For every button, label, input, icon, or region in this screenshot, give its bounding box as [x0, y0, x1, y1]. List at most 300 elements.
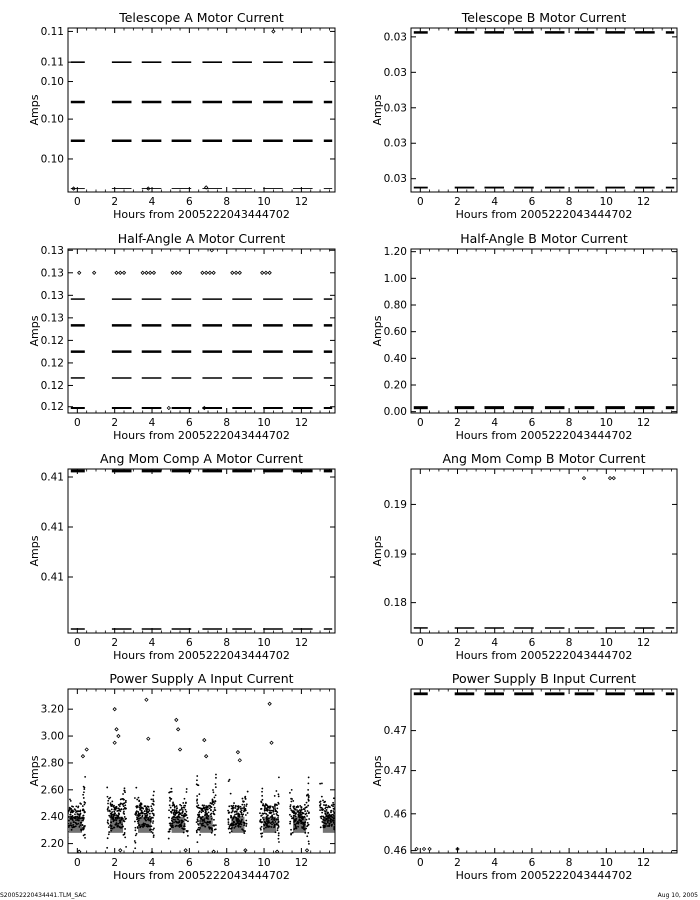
- data-point: [277, 827, 279, 829]
- data-point: [302, 812, 304, 814]
- x-tick-label: 10: [257, 857, 271, 869]
- y-tick-label: 0.12: [40, 401, 64, 414]
- data-point: [107, 821, 109, 823]
- data-point: [202, 810, 204, 812]
- x-tick-label: 2: [454, 196, 461, 208]
- x-tick-label: 0: [73, 196, 81, 208]
- data-point: [336, 791, 338, 793]
- data-point: [207, 806, 209, 808]
- data-point: [174, 807, 176, 809]
- data-point: [336, 818, 338, 820]
- data-point: [110, 802, 112, 804]
- x-tick-label: 10: [599, 196, 614, 208]
- data-point: [176, 807, 178, 809]
- data-point: [114, 812, 116, 814]
- data-point: [78, 810, 80, 812]
- data-point: [278, 776, 280, 778]
- chart-tel-a: [28, 10, 335, 221]
- data-point: [275, 810, 277, 812]
- data-point: [148, 808, 150, 810]
- data-point: [335, 818, 337, 820]
- data-point: [235, 805, 237, 807]
- y-tick-label: 0.18: [383, 597, 407, 610]
- data-point: [145, 805, 147, 807]
- data-point: [138, 797, 140, 799]
- data-point: [308, 824, 310, 826]
- data-point: [134, 829, 136, 831]
- data-point: [75, 806, 77, 808]
- y-tick-label: 0.47: [383, 765, 407, 778]
- data-point: [336, 800, 338, 802]
- x-tick-label: 0: [416, 637, 424, 649]
- x-tick-label: 6: [528, 857, 536, 869]
- data-point: [299, 812, 301, 814]
- data-point: [277, 819, 279, 821]
- y-tick-label: 2.60: [40, 784, 64, 797]
- y-tick-label: 0.10: [40, 113, 64, 126]
- data-point: [115, 271, 118, 274]
- data-point: [325, 806, 327, 808]
- data-point: [175, 812, 177, 814]
- data-point: [246, 823, 248, 825]
- data-point: [336, 806, 338, 808]
- data-point: [69, 814, 71, 816]
- data-point: [322, 809, 324, 811]
- data-point: [274, 806, 276, 808]
- data-point: [168, 838, 170, 840]
- data-point: [123, 810, 125, 812]
- data-point: [227, 819, 229, 821]
- x-tick-label: 4: [491, 857, 499, 869]
- data-point: [169, 828, 171, 830]
- data-point: [338, 801, 340, 803]
- data-point: [268, 702, 271, 705]
- data-point: [84, 834, 86, 836]
- data-point: [329, 806, 331, 808]
- data-point: [66, 803, 68, 805]
- y-tick-label: 0.80: [383, 299, 407, 312]
- data-point: [203, 807, 205, 809]
- x-tick-label: 4: [148, 857, 156, 869]
- data-point: [152, 820, 154, 822]
- data-point: [168, 831, 170, 833]
- data-point: [147, 737, 150, 740]
- data-point: [291, 789, 293, 791]
- data-point: [325, 813, 327, 815]
- data-point: [196, 805, 198, 807]
- data-point: [107, 806, 109, 808]
- data-point: [198, 815, 200, 817]
- data-point: [71, 805, 73, 807]
- data-point: [175, 271, 178, 274]
- data-point: [172, 810, 174, 812]
- data-point: [277, 829, 279, 831]
- data-point: [308, 796, 310, 798]
- data-point: [321, 796, 323, 798]
- data-point: [338, 830, 340, 832]
- data-point: [338, 827, 340, 829]
- data-point: [294, 809, 296, 811]
- data-point: [196, 779, 198, 781]
- data-point: [136, 833, 138, 835]
- data-point: [337, 790, 339, 792]
- data-point: [83, 828, 85, 830]
- chart-ps-b: [371, 671, 677, 882]
- data-point: [118, 813, 120, 815]
- y-tick-label: 3.20: [40, 703, 64, 716]
- data-point: [214, 797, 216, 799]
- data-point: [261, 822, 263, 824]
- data-point: [240, 813, 242, 815]
- data-point: [134, 827, 136, 829]
- y-tick-label: 0.40: [383, 352, 407, 365]
- data-point: [306, 815, 308, 817]
- y-axis-label: Amps: [371, 755, 384, 787]
- x-tick-label: 10: [599, 637, 614, 649]
- data-point: [152, 817, 154, 819]
- data-point: [290, 829, 292, 831]
- x-tick-label: 8: [565, 196, 573, 208]
- data-point: [332, 802, 334, 804]
- chart-title: Power Supply A Input Current: [109, 671, 294, 686]
- x-tick-label: 8: [565, 637, 573, 649]
- data-point: [308, 818, 310, 820]
- plot-marks: [65, 698, 340, 854]
- data-point: [200, 807, 202, 809]
- data-point: [108, 833, 110, 835]
- data-point: [582, 477, 585, 480]
- data-point: [263, 805, 265, 807]
- data-point: [85, 748, 88, 751]
- data-point: [199, 834, 201, 836]
- data-point: [175, 809, 177, 811]
- data-point: [290, 815, 292, 817]
- x-axis-label: Hours from 2005222043444702: [113, 208, 290, 221]
- data-point: [333, 797, 335, 799]
- data-point: [142, 807, 144, 809]
- plot-marks: [414, 32, 674, 187]
- data-point: [169, 804, 171, 806]
- data-point: [297, 811, 299, 813]
- x-tick-label: 8: [565, 857, 573, 869]
- plot-frame: [411, 28, 677, 192]
- data-point: [184, 849, 187, 852]
- data-point: [245, 814, 247, 816]
- data-point: [272, 30, 275, 33]
- data-point: [152, 798, 154, 800]
- data-point: [65, 807, 67, 809]
- data-point: [170, 807, 172, 809]
- x-tick-label: 4: [148, 417, 156, 429]
- data-point: [107, 800, 109, 802]
- x-tick-label: 6: [528, 196, 536, 208]
- data-point: [77, 806, 79, 808]
- data-point: [337, 809, 339, 811]
- x-tick-label: 2: [454, 417, 461, 429]
- data-point: [245, 825, 247, 827]
- x-tick-label: 6: [528, 417, 536, 429]
- data-point: [83, 804, 85, 806]
- data-point: [278, 835, 280, 837]
- data-point: [84, 787, 86, 789]
- chart-title: Ang Mom Comp A Motor Current: [100, 451, 303, 466]
- data-point: [238, 759, 241, 762]
- data-point: [108, 831, 110, 833]
- data-point: [319, 783, 321, 785]
- data-point: [135, 812, 137, 814]
- chart-title: Ang Mom Comp B Motor Current: [442, 451, 646, 466]
- data-point: [72, 809, 74, 811]
- data-point: [210, 809, 212, 811]
- data-point: [106, 787, 108, 789]
- data-point: [240, 811, 242, 813]
- x-tick-label: 12: [636, 417, 651, 429]
- data-point: [151, 810, 153, 812]
- y-axis-label: Amps: [28, 315, 41, 347]
- x-tick-label: 12: [636, 196, 651, 208]
- x-tick-label: 10: [257, 196, 271, 208]
- data-point: [273, 813, 275, 815]
- y-tick-label: 0.13: [40, 312, 64, 325]
- data-point: [83, 791, 85, 793]
- data-point: [117, 734, 120, 737]
- x-tick-label: 8: [223, 637, 231, 649]
- footer-filename: S20052220434441.TLM_SAC: [0, 892, 87, 899]
- data-point: [79, 802, 81, 804]
- data-point: [336, 810, 338, 812]
- data-point: [308, 777, 310, 779]
- data-point: [270, 741, 273, 744]
- x-tick-label: 4: [148, 637, 156, 649]
- data-point: [289, 814, 291, 816]
- data-point: [65, 828, 67, 830]
- data-point: [231, 812, 233, 814]
- data-point: [202, 804, 204, 806]
- data-point: [332, 804, 334, 806]
- y-tick-label: 0.03: [383, 66, 407, 79]
- y-tick-label: 0.46: [383, 808, 407, 821]
- data-point: [145, 698, 148, 701]
- data-point: [203, 738, 206, 741]
- data-point: [289, 823, 291, 825]
- data-point: [112, 815, 114, 817]
- data-point: [168, 809, 170, 811]
- data-point: [215, 786, 217, 788]
- data-point: [84, 826, 86, 828]
- data-point: [306, 835, 308, 837]
- data-point: [173, 813, 175, 815]
- data-point: [203, 804, 205, 806]
- data-point: [184, 798, 186, 800]
- plot-marks: [71, 30, 332, 190]
- chart-title: Telescope B Motor Current: [461, 10, 627, 25]
- data-point: [274, 808, 276, 810]
- x-tick-label: 12: [636, 637, 651, 649]
- data-point: [134, 821, 136, 823]
- data-point: [116, 806, 118, 808]
- data-point: [337, 790, 339, 792]
- data-point: [69, 798, 71, 800]
- data-point: [293, 812, 295, 814]
- data-point: [125, 846, 127, 848]
- y-tick-label: 0.12: [40, 357, 64, 370]
- data-point: [75, 811, 77, 813]
- plot-marks: [414, 694, 674, 851]
- data-point: [93, 271, 96, 274]
- data-point: [262, 799, 264, 801]
- y-tick-label: 0.10: [40, 153, 64, 166]
- data-point: [82, 815, 84, 817]
- data-point: [307, 810, 309, 812]
- y-tick-label: 2.80: [40, 757, 64, 770]
- data-point: [145, 271, 148, 274]
- data-point: [215, 828, 217, 830]
- data-point: [197, 804, 199, 806]
- data-point: [153, 836, 155, 838]
- data-point: [277, 817, 279, 819]
- data-point: [274, 795, 276, 797]
- data-point: [187, 817, 189, 819]
- data-point: [183, 805, 185, 807]
- data-point: [306, 825, 308, 827]
- data-point: [213, 819, 215, 821]
- x-tick-label: 6: [528, 637, 536, 649]
- data-point: [187, 835, 189, 837]
- data-point: [153, 815, 155, 817]
- data-point: [198, 793, 200, 795]
- data-point: [152, 271, 155, 274]
- data-point: [265, 803, 267, 805]
- data-point: [180, 805, 182, 807]
- data-point: [65, 838, 67, 840]
- data-point: [175, 718, 178, 721]
- data-point: [307, 789, 309, 791]
- data-point: [212, 271, 215, 274]
- data-point: [65, 831, 67, 833]
- data-point: [245, 808, 247, 810]
- data-point: [208, 811, 210, 813]
- data-point: [151, 808, 153, 810]
- data-point: [289, 808, 291, 810]
- data-point: [149, 271, 152, 274]
- x-tick-label: 0: [73, 857, 81, 869]
- data-point: [169, 797, 171, 799]
- y-tick-label: 0.11: [40, 25, 64, 38]
- data-point: [289, 821, 291, 823]
- data-point: [136, 816, 138, 818]
- data-point: [212, 789, 214, 791]
- data-point: [150, 798, 152, 800]
- data-point: [276, 807, 278, 809]
- data-point: [306, 806, 308, 808]
- data-point: [307, 822, 309, 824]
- data-point: [242, 800, 244, 802]
- data-point: [264, 809, 266, 811]
- burst-core: [69, 817, 82, 833]
- data-point: [308, 811, 310, 813]
- data-point: [337, 803, 339, 805]
- data-point: [111, 809, 113, 811]
- x-tick-label: 4: [491, 637, 499, 649]
- data-point: [119, 271, 122, 274]
- x-tick-label: 12: [294, 417, 309, 429]
- data-point: [107, 819, 109, 821]
- x-tick-label: 0: [416, 417, 424, 429]
- data-point: [186, 791, 188, 793]
- data-point: [336, 825, 338, 827]
- data-point: [187, 820, 189, 822]
- data-point: [110, 815, 112, 817]
- data-point: [185, 811, 187, 813]
- x-tick-label: 8: [223, 196, 231, 208]
- data-point: [66, 779, 68, 781]
- data-point: [428, 847, 431, 850]
- data-point: [171, 791, 173, 793]
- data-point: [197, 829, 199, 831]
- plot-marks: [414, 477, 674, 628]
- data-point: [66, 788, 68, 790]
- data-point: [185, 814, 187, 816]
- data-point: [76, 813, 78, 815]
- data-point: [307, 794, 309, 796]
- burst-core: [231, 817, 244, 833]
- data-point: [136, 799, 138, 801]
- data-point: [108, 826, 110, 828]
- data-point: [300, 813, 302, 815]
- data-point: [205, 755, 208, 758]
- y-axis-label: Amps: [28, 535, 41, 567]
- data-point: [120, 808, 122, 810]
- data-point: [308, 840, 310, 842]
- data-point: [113, 806, 115, 808]
- plot-frame: [411, 249, 677, 413]
- data-point: [333, 812, 335, 814]
- data-point: [171, 271, 174, 274]
- data-point: [277, 824, 279, 826]
- x-tick-label: 0: [416, 857, 424, 869]
- data-point: [278, 832, 280, 834]
- data-point: [79, 813, 81, 815]
- data-point: [197, 818, 199, 820]
- y-tick-label: 0.12: [40, 379, 64, 392]
- data-point: [321, 807, 323, 809]
- x-tick-label: 10: [257, 637, 271, 649]
- data-point: [148, 806, 150, 808]
- data-point: [277, 815, 279, 817]
- data-point: [70, 800, 72, 802]
- data-point: [142, 812, 144, 814]
- x-tick-label: 2: [111, 196, 119, 208]
- data-point: [261, 836, 263, 838]
- data-point: [84, 812, 86, 814]
- data-point: [197, 817, 199, 819]
- data-point: [238, 271, 241, 274]
- data-point: [136, 814, 138, 816]
- data-point: [152, 795, 154, 797]
- x-tick-label: 4: [148, 196, 156, 208]
- y-tick-label: 0.41: [40, 571, 64, 584]
- burst-core: [110, 817, 123, 833]
- data-point: [262, 803, 264, 805]
- data-point: [82, 805, 84, 807]
- data-point: [211, 813, 213, 815]
- data-point: [201, 271, 204, 274]
- data-point: [181, 807, 183, 809]
- burst-core: [323, 817, 336, 833]
- data-point: [338, 781, 340, 783]
- data-point: [113, 741, 116, 744]
- data-point: [308, 800, 310, 802]
